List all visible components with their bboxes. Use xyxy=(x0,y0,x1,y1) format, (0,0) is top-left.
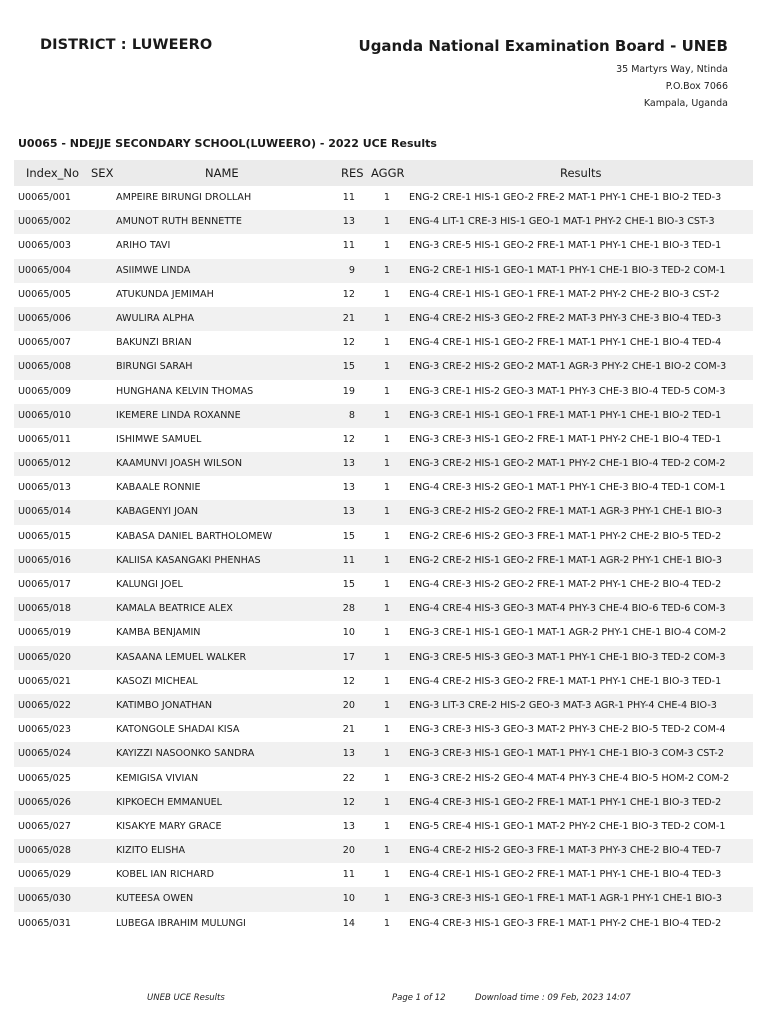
cell-aggr: 1 xyxy=(383,603,390,615)
cell-aggr: 1 xyxy=(383,579,390,590)
cell-index: U0065/024 xyxy=(18,748,71,760)
cell-res: 11 xyxy=(342,240,355,252)
table-row xyxy=(14,597,753,621)
footer-page: Page 1 of 12 xyxy=(392,993,446,1003)
cell-name: KAYIZZI NASOONKO SANDRA xyxy=(116,748,255,760)
cell-res: 21 xyxy=(342,312,355,324)
cell-index: U0065/017 xyxy=(18,579,71,590)
cell-name: AWULIRA ALPHA xyxy=(116,312,195,324)
cell-res: 15 xyxy=(342,579,355,590)
address-line-3: Kampala, Uganda xyxy=(643,98,728,109)
cell-name: KOBEL IAN RICHARD xyxy=(116,869,214,881)
cell-index: U0065/031 xyxy=(18,917,71,929)
table-row xyxy=(14,186,753,210)
cell-aggr: 1 xyxy=(383,361,390,373)
cell-aggr: 1 xyxy=(383,288,390,300)
cell-aggr: 1 xyxy=(383,772,390,784)
cell-res: 17 xyxy=(342,651,355,663)
cell-name: KALIISA KASANGAKI PHENHAS xyxy=(116,554,261,566)
table-row xyxy=(14,259,753,283)
cell-results: ENG-4 CRE-3 HIS-2 GEO-2 FRE-1 MAT-2 PHY-1 CHE-2 BIO-4 TED-2 xyxy=(409,579,722,590)
header-results: Results xyxy=(560,166,602,180)
cell-aggr: 1 xyxy=(383,530,390,542)
cell-index: U0065/001 xyxy=(18,192,71,203)
cell-res: 12 xyxy=(342,288,355,300)
cell-results: ENG-3 CRE-1 HIS-2 GEO-3 MAT-1 PHY-3 CHE-3 BIO-4 TED-5 COM-3 xyxy=(409,385,726,397)
cell-aggr: 1 xyxy=(383,699,390,711)
cell-aggr: 1 xyxy=(383,796,390,808)
school-title: U0065 - NDEJJE SECONDARY SCHOOL(LUWEERO) - 2022 UCE Results xyxy=(18,137,437,150)
cell-index: U0065/029 xyxy=(18,869,71,881)
cell-aggr: 1 xyxy=(383,917,390,929)
cell-aggr: 1 xyxy=(383,820,390,832)
cell-res: 12 xyxy=(342,433,355,445)
cell-results: ENG-3 CRE-1 HIS-1 GEO-1 FRE-1 MAT-1 PHY-1 CHE-1 BIO-2 TED-1 xyxy=(409,409,722,421)
table-row xyxy=(14,549,753,573)
cell-results: ENG-3 LIT-3 CRE-2 HIS-2 GEO-3 MAT-3 AGR-1 PHY-4 CHE-4 BIO-3 xyxy=(409,699,717,711)
table-row xyxy=(14,767,753,791)
cell-name: AMPEIRE BIRUNGI DROLLAH xyxy=(116,192,252,203)
cell-res: 10 xyxy=(342,627,355,639)
cell-index: U0065/002 xyxy=(18,216,71,228)
cell-results: ENG-2 CRE-2 HIS-1 GEO-2 FRE-1 MAT-1 AGR-2 PHY-1 CHE-1 BIO-3 xyxy=(409,554,722,566)
cell-res: 15 xyxy=(342,530,355,542)
cell-results: ENG-3 CRE-1 HIS-1 GEO-1 MAT-1 AGR-2 PHY-1 CHE-1 BIO-4 COM-2 xyxy=(409,627,727,639)
header-index: Index_No xyxy=(26,166,80,180)
board-title: Uganda National Examination Board - UNEB xyxy=(358,37,728,55)
cell-results: ENG-2 CRE-1 HIS-1 GEO-2 FRE-2 MAT-1 PHY-1 CHE-1 BIO-2 TED-3 xyxy=(409,192,722,203)
cell-res: 9 xyxy=(348,264,355,276)
cell-aggr: 1 xyxy=(383,554,390,566)
cell-results: ENG-3 CRE-3 HIS-3 GEO-3 MAT-2 PHY-3 CHE-2 BIO-5 TED-2 COM-4 xyxy=(409,724,726,736)
cell-results: ENG-3 CRE-2 HIS-2 GEO-2 MAT-1 AGR-3 PHY-2 CHE-1 BIO-2 COM-3 xyxy=(409,361,727,373)
cell-name: KAMALA BEATRICE ALEX xyxy=(116,603,233,615)
table-row xyxy=(14,646,753,670)
cell-results: ENG-4 CRE-3 HIS-1 GEO-2 FRE-1 MAT-1 PHY-1 CHE-1 BIO-3 TED-2 xyxy=(409,796,722,808)
cell-res: 10 xyxy=(342,893,355,905)
cell-name: KIPKOECH EMMANUEL xyxy=(116,796,223,808)
cell-res: 11 xyxy=(342,554,355,566)
table-row xyxy=(14,815,753,839)
cell-index: U0065/028 xyxy=(18,845,71,857)
cell-name: LUBEGA IBRAHIM MULUNGI xyxy=(116,917,246,929)
cell-results: ENG-4 CRE-3 HIS-1 GEO-3 FRE-1 MAT-1 PHY-2 CHE-1 BIO-4 TED-2 xyxy=(409,917,722,929)
cell-aggr: 1 xyxy=(383,748,390,760)
cell-name: KASOZI MICHEAL xyxy=(116,675,198,687)
cell-name: ARIHO TAVI xyxy=(116,240,171,252)
cell-index: U0065/026 xyxy=(18,796,71,808)
cell-name: AMUNOT RUTH BENNETTE xyxy=(116,216,242,228)
cell-aggr: 1 xyxy=(383,264,390,276)
cell-name: KALUNGI JOEL xyxy=(116,579,183,590)
cell-index: U0065/016 xyxy=(18,554,71,566)
cell-index: U0065/014 xyxy=(18,506,71,518)
table-row xyxy=(14,404,753,428)
table-row xyxy=(14,887,753,911)
cell-res: 8 xyxy=(348,409,355,421)
table-row xyxy=(14,912,753,936)
table-row xyxy=(14,476,753,500)
table-row xyxy=(14,380,753,404)
cell-res: 12 xyxy=(342,337,355,349)
cell-aggr: 1 xyxy=(383,675,390,687)
cell-aggr: 1 xyxy=(383,312,390,324)
cell-index: U0065/015 xyxy=(18,530,71,542)
cell-index: U0065/010 xyxy=(18,409,71,421)
cell-results: ENG-4 CRE-1 HIS-1 GEO-2 FRE-1 MAT-1 PHY-1 CHE-1 BIO-4 TED-3 xyxy=(409,869,722,881)
cell-name: BAKUNZI BRIAN xyxy=(116,337,192,349)
cell-results: ENG-2 CRE-1 HIS-1 GEO-1 MAT-1 PHY-1 CHE-1 BIO-3 TED-2 COM-1 xyxy=(409,264,726,276)
cell-index: U0065/006 xyxy=(18,312,71,324)
cell-name: KATIMBO JONATHAN xyxy=(116,699,213,711)
cell-aggr: 1 xyxy=(383,192,390,203)
cell-aggr: 1 xyxy=(383,337,390,349)
cell-index: U0065/023 xyxy=(18,724,71,736)
table-header xyxy=(14,160,753,186)
cell-res: 15 xyxy=(342,361,355,373)
cell-name: KASAANA LEMUEL WALKER xyxy=(116,651,247,663)
cell-index: U0065/009 xyxy=(18,385,71,397)
table-row xyxy=(14,355,753,379)
cell-name: ISHIMWE SAMUEL xyxy=(116,433,202,445)
cell-aggr: 1 xyxy=(383,240,390,252)
table-row xyxy=(14,307,753,331)
table-row xyxy=(14,500,753,524)
cell-name: ASIIMWE LINDA xyxy=(116,264,191,276)
cell-results: ENG-2 CRE-6 HIS-2 GEO-3 FRE-1 MAT-1 PHY-2 CHE-2 BIO-5 TED-2 xyxy=(409,530,722,542)
cell-aggr: 1 xyxy=(383,506,390,518)
cell-res: 11 xyxy=(342,192,355,203)
cell-aggr: 1 xyxy=(383,482,390,494)
cell-name: BIRUNGI SARAH xyxy=(116,361,193,373)
cell-res: 13 xyxy=(342,506,355,518)
table-body xyxy=(14,186,753,936)
cell-res: 13 xyxy=(342,216,355,228)
cell-name: HUNGHANA KELVIN THOMAS xyxy=(116,385,254,397)
cell-res: 22 xyxy=(342,772,355,784)
cell-res: 21 xyxy=(342,724,355,736)
cell-aggr: 1 xyxy=(383,724,390,736)
cell-index: U0065/018 xyxy=(18,603,71,615)
cell-aggr: 1 xyxy=(383,216,390,228)
table-row xyxy=(14,210,753,234)
cell-results: ENG-3 CRE-3 HIS-1 GEO-1 FRE-1 MAT-1 AGR-1 PHY-1 CHE-1 BIO-3 xyxy=(409,893,722,905)
cell-name: KUTEESA OWEN xyxy=(116,893,194,905)
cell-results: ENG-3 CRE-3 HIS-1 GEO-1 MAT-1 PHY-1 CHE-1 BIO-3 COM-3 CST-2 xyxy=(409,748,724,760)
footer-title: UNEB UCE Results xyxy=(147,993,225,1003)
cell-res: 20 xyxy=(342,699,355,711)
table-row xyxy=(14,670,753,694)
cell-index: U0065/025 xyxy=(18,772,71,784)
cell-index: U0065/020 xyxy=(18,651,71,663)
district-title: DISTRICT : LUWEERO xyxy=(40,37,213,53)
cell-results: ENG-3 CRE-2 HIS-2 GEO-2 FRE-1 MAT-1 AGR-3 PHY-1 CHE-1 BIO-3 xyxy=(409,506,722,518)
footer-download-time: Download time : 09 Feb, 2023 14:07 xyxy=(475,993,631,1003)
cell-index: U0065/008 xyxy=(18,361,71,373)
cell-res: 13 xyxy=(342,482,355,494)
header-aggr: AGGR xyxy=(371,166,405,180)
table-row xyxy=(14,718,753,742)
cell-name: KATONGOLE SHADAI KISA xyxy=(116,724,240,736)
table-row xyxy=(14,791,753,815)
address-line-2: P.O.Box 7066 xyxy=(665,81,728,92)
cell-results: ENG-4 CRE-2 HIS-2 GEO-3 FRE-1 MAT-3 PHY-3 CHE-2 BIO-4 TED-7 xyxy=(409,845,722,857)
cell-index: U0065/022 xyxy=(18,699,71,711)
cell-aggr: 1 xyxy=(383,845,390,857)
cell-name: IKEMERE LINDA ROXANNE xyxy=(116,409,241,421)
cell-name: KEMIGISA VIVIAN xyxy=(116,772,199,784)
cell-index: U0065/011 xyxy=(18,433,71,445)
table-row xyxy=(14,621,753,645)
cell-name: KAMBA BENJAMIN xyxy=(116,627,201,639)
cell-index: U0065/004 xyxy=(18,264,71,276)
cell-aggr: 1 xyxy=(383,385,390,397)
cell-index: U0065/027 xyxy=(18,820,71,832)
cell-name: ATUKUNDA JEMIMAH xyxy=(116,288,214,300)
table-row xyxy=(14,573,753,597)
cell-results: ENG-4 CRE-2 HIS-3 GEO-2 FRE-1 MAT-1 PHY-1 CHE-1 BIO-3 TED-1 xyxy=(409,675,722,687)
table-row xyxy=(14,428,753,452)
cell-results: ENG-3 CRE-3 HIS-1 GEO-2 FRE-1 MAT-1 PHY-2 CHE-1 BIO-4 TED-1 xyxy=(409,433,722,445)
cell-results: ENG-4 CRE-1 HIS-1 GEO-1 FRE-1 MAT-2 PHY-2 CHE-2 BIO-3 CST-2 xyxy=(409,288,720,300)
header-sex: SEX xyxy=(91,166,114,180)
table-row xyxy=(14,694,753,718)
cell-aggr: 1 xyxy=(383,869,390,881)
table-row xyxy=(14,742,753,766)
cell-results: ENG-3 CRE-5 HIS-3 GEO-3 MAT-1 PHY-1 CHE-1 BIO-3 TED-2 COM-3 xyxy=(409,651,726,663)
cell-index: U0065/013 xyxy=(18,482,71,494)
cell-name: KISAKYE MARY GRACE xyxy=(116,820,222,832)
cell-results: ENG-3 CRE-2 HIS-1 GEO-2 MAT-1 PHY-2 CHE-1 BIO-4 TED-2 COM-2 xyxy=(409,458,726,470)
cell-name: KIZITO ELISHA xyxy=(116,845,186,857)
table-row xyxy=(14,452,753,476)
cell-res: 19 xyxy=(342,385,355,397)
table-row xyxy=(14,525,753,549)
cell-results: ENG-3 CRE-5 HIS-1 GEO-2 FRE-1 MAT-1 PHY-1 CHE-1 BIO-3 TED-1 xyxy=(409,240,722,252)
cell-res: 14 xyxy=(342,917,355,929)
cell-results: ENG-4 CRE-4 HIS-3 GEO-3 MAT-4 PHY-3 CHE-4 BIO-6 TED-6 COM-3 xyxy=(409,603,726,615)
table-row xyxy=(14,863,753,887)
results-table xyxy=(14,160,753,936)
cell-index: U0065/019 xyxy=(18,627,71,639)
cell-aggr: 1 xyxy=(383,458,390,470)
cell-aggr: 1 xyxy=(383,893,390,905)
cell-res: 28 xyxy=(342,603,355,615)
table-row xyxy=(14,331,753,355)
cell-aggr: 1 xyxy=(383,627,390,639)
table-row xyxy=(14,283,753,307)
cell-results: ENG-4 CRE-1 HIS-1 GEO-2 FRE-1 MAT-1 PHY-1 CHE-1 BIO-4 TED-4 xyxy=(409,337,722,349)
cell-res: 12 xyxy=(342,675,355,687)
cell-name: KABASA DANIEL BARTHOLOMEW xyxy=(116,530,273,542)
cell-res: 13 xyxy=(342,458,355,470)
cell-index: U0065/003 xyxy=(18,240,71,252)
cell-index: U0065/005 xyxy=(18,288,71,300)
cell-index: U0065/012 xyxy=(18,458,71,470)
cell-aggr: 1 xyxy=(383,651,390,663)
table-row xyxy=(14,839,753,863)
address-line-1: 35 Martyrs Way, Ntinda xyxy=(616,64,728,75)
cell-results: ENG-4 CRE-3 HIS-2 GEO-1 MAT-1 PHY-1 CHE-3 BIO-4 TED-1 COM-1 xyxy=(409,482,726,494)
cell-res: 20 xyxy=(342,845,355,857)
cell-res: 13 xyxy=(342,820,355,832)
cell-aggr: 1 xyxy=(383,433,390,445)
cell-index: U0065/030 xyxy=(18,893,71,905)
cell-results: ENG-5 CRE-4 HIS-1 GEO-1 MAT-2 PHY-2 CHE-1 BIO-3 TED-2 COM-1 xyxy=(409,820,726,832)
table-row xyxy=(14,234,753,258)
header-res: RES xyxy=(341,166,364,180)
header-name: NAME xyxy=(205,166,239,180)
cell-res: 11 xyxy=(342,869,355,881)
cell-aggr: 1 xyxy=(383,409,390,421)
cell-results: ENG-4 LIT-1 CRE-3 HIS-1 GEO-1 MAT-1 PHY-2 CHE-1 BIO-3 CST-3 xyxy=(409,216,715,228)
cell-name: KABAGENYI JOAN xyxy=(116,506,199,518)
cell-name: KAAMUNVI JOASH WILSON xyxy=(116,458,243,470)
cell-index: U0065/021 xyxy=(18,675,71,687)
cell-res: 12 xyxy=(342,796,355,808)
cell-name: KABAALE RONNIE xyxy=(116,482,201,494)
cell-results: ENG-4 CRE-2 HIS-3 GEO-2 FRE-2 MAT-3 PHY-3 CHE-3 BIO-4 TED-3 xyxy=(409,312,722,324)
cell-res: 13 xyxy=(342,748,355,760)
cell-results: ENG-3 CRE-2 HIS-2 GEO-4 MAT-4 PHY-3 CHE-4 BIO-5 HOM-2 COM-2 xyxy=(409,772,730,784)
cell-index: U0065/007 xyxy=(18,337,71,349)
